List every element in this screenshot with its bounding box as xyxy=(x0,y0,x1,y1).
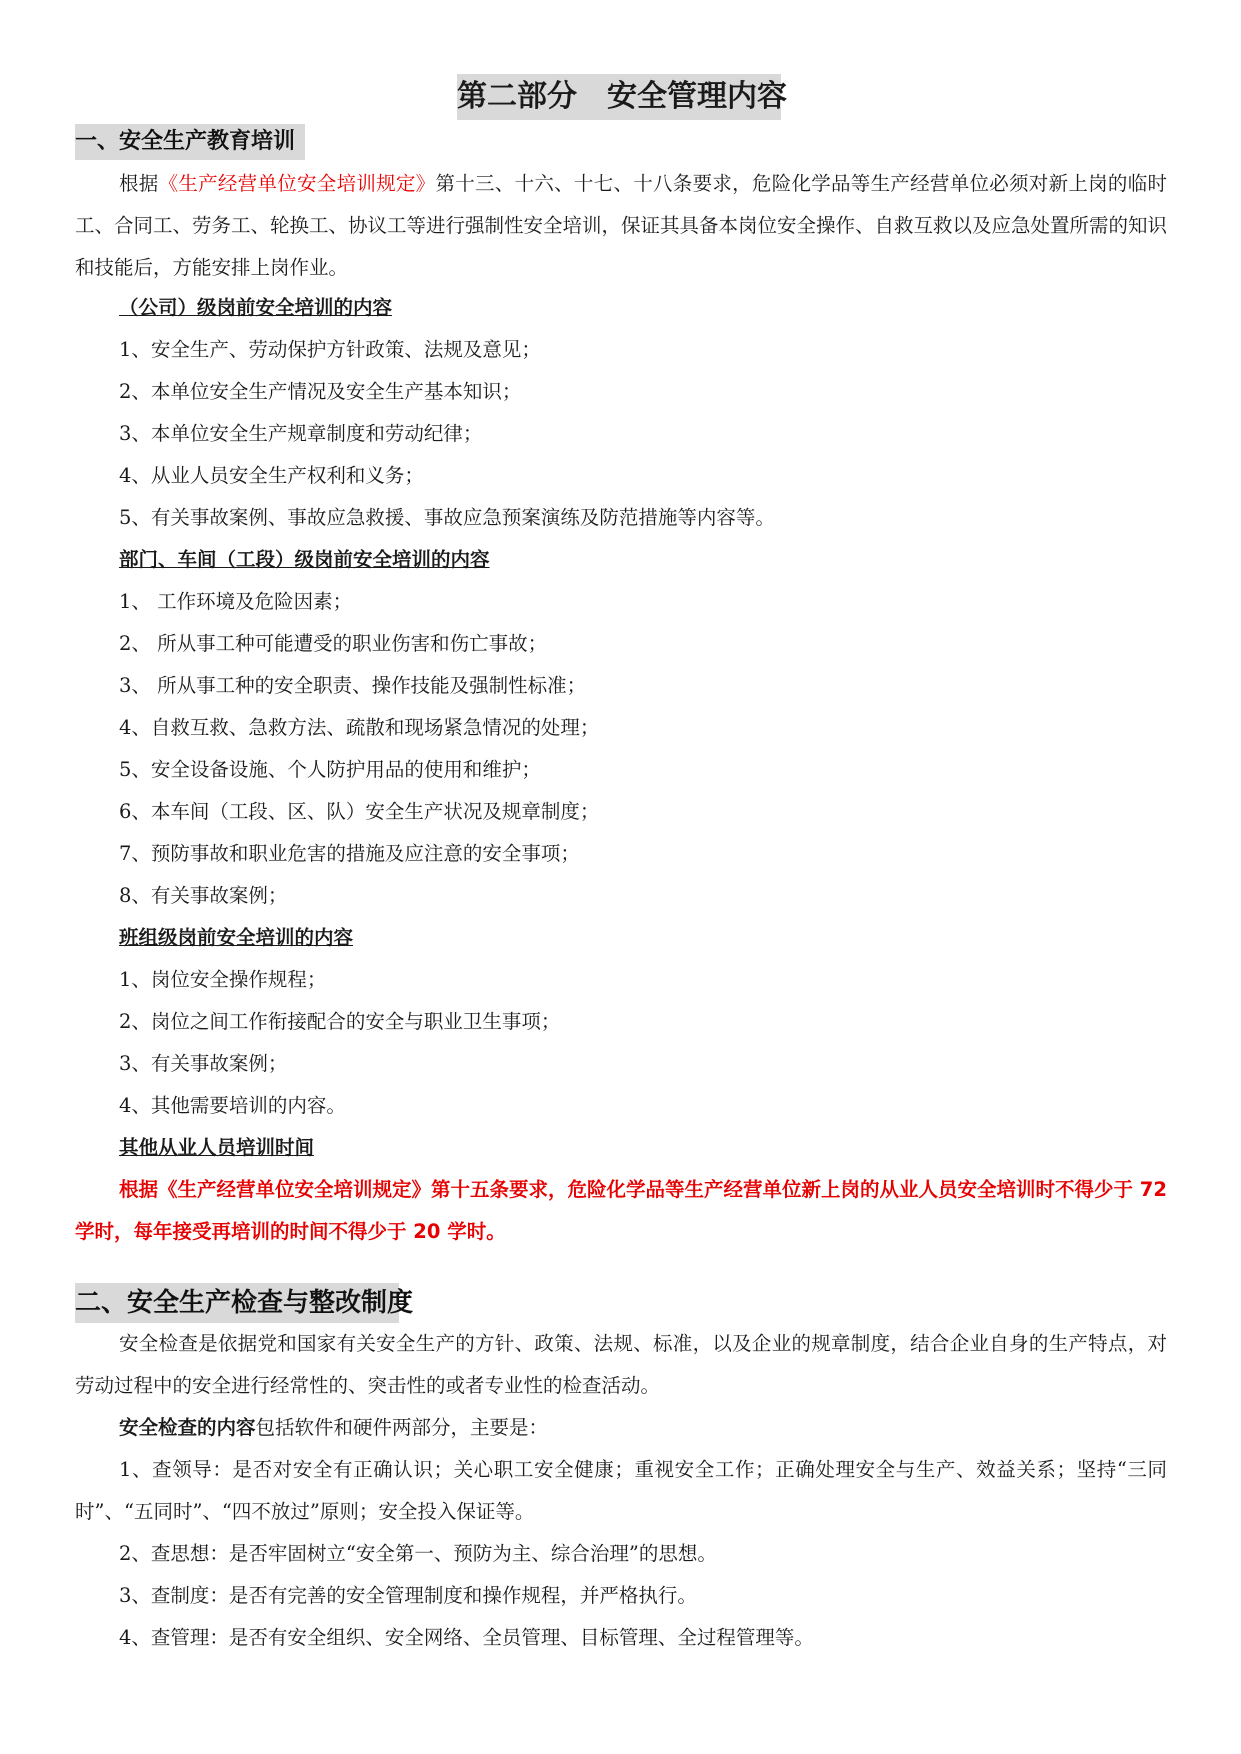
team-level-heading: 班组级岗前安全培训的内容 xyxy=(119,926,354,949)
list-item: 1、查领导：是否对安全有正确认识；关心职工安全健康；重视安全工作；正确处理安全与生产、效益关系；坚持“三同时”、“五同时”、“四不放过”原则；安全投入保证等。 xyxy=(75,1458,1167,1523)
list-item: 1、 工作环境及危险因素； xyxy=(119,590,353,613)
list-item: 2、 所从事工种可能遭受的职业伤害和伤亡事故； xyxy=(119,632,548,655)
list-item: 5、有关事故案例、事故应急救援、事故应急预案演练及防范措施等内容等。 xyxy=(119,506,775,529)
list-item: 8、有关事故案例； xyxy=(119,884,288,907)
section1-intro xyxy=(75,163,1167,289)
regulation-reference: 《生产经营单位安全培训规定》 xyxy=(158,172,436,195)
section2-intro: 安全检查是依据党和国家有关安全生产的方针、政策、法规、标准，以及企业的规章制度，结合企业自身的生产特点，对劳动过程中的安全进行经常性的、突击性的或者专业性的检查活动。 xyxy=(75,1332,1167,1397)
section1-heading: 一、安全生产教育培训 xyxy=(75,124,305,160)
intro-before: 根据 xyxy=(119,172,159,195)
intro-after: 第十三、十六、十七、十八条要求，危险化学品等生产经营单位必须对新上岗的临时工、合同工、劳务工、轮换工、协议工等进行强制性安全培训，保证其具备本岗位安全操作、自救互救以及应急处置所需的知识和技能后，方能安排上岗作业。 xyxy=(75,172,1168,279)
company-level-heading: （公司）级岗前安全培训的内容 xyxy=(119,296,393,319)
list-item: 2、本单位安全生产情况及安全生产基本知识； xyxy=(119,380,522,403)
check-content-line xyxy=(119,1407,548,1449)
list-item: 3、本单位安全生产规章制度和劳动纪律； xyxy=(119,422,483,445)
list-item: 2、岗位之间工作衔接配合的安全与职业卫生事项； xyxy=(119,1010,561,1033)
list-item: 6、本车间（工段、区、队）安全生产状况及规章制度； xyxy=(119,800,600,823)
department-level-heading: 部门、车间（工段）级岗前安全培训的内容 xyxy=(119,548,490,571)
list-item: 4、查管理：是否有安全组织、安全网络、全员管理、目标管理、全过程管理等。 xyxy=(119,1626,814,1649)
check-content-rest: 包括软件和硬件两部分，主要是： xyxy=(255,1416,549,1439)
list-item: 1、岗位安全操作规程； xyxy=(119,968,327,991)
list-item: 4、从业人员安全生产权利和义务； xyxy=(119,464,424,487)
list-item: 7、预防事故和职业危害的措施及应注意的安全事项； xyxy=(119,842,580,865)
list-item: 4、自救互救、急救方法、疏散和现场紧急情况的处理； xyxy=(119,716,600,739)
section2-heading: 二、安全生产检查与整改制度 xyxy=(75,1283,399,1323)
list-item: 3、查制度：是否有完善的安全管理制度和操作规程，并严格执行。 xyxy=(119,1584,697,1607)
list-item: 1、安全生产、劳动保护方针政策、法规及意见； xyxy=(119,338,541,361)
list-item: 3、 所从事工种的安全职责、操作技能及强制性标准； xyxy=(119,674,587,697)
list-item: 3、有关事故案例； xyxy=(119,1052,288,1075)
list-item: 4、其他需要培训的内容。 xyxy=(119,1094,346,1117)
training-hours-note: 根据《生产经营单位安全培训规定》第十五条要求，危险化学品等生产经营单位新上岗的从业人员安全培训时不得少于 72 学时，每年接受再培训的时间不得少于 20 学时。 xyxy=(75,1178,1167,1243)
other-staff-heading: 其他从业人员培训时间 xyxy=(119,1136,315,1159)
list-item: 2、查思想：是否牢固树立“安全第一、预防为主、综合治理”的思想。 xyxy=(119,1542,717,1565)
page-title: 第二部分 安全管理内容 xyxy=(457,74,781,120)
list-item: 5、安全设备设施、个人防护用品的使用和维护； xyxy=(119,758,541,781)
check-content-label: 安全检查的内容 xyxy=(119,1416,256,1439)
